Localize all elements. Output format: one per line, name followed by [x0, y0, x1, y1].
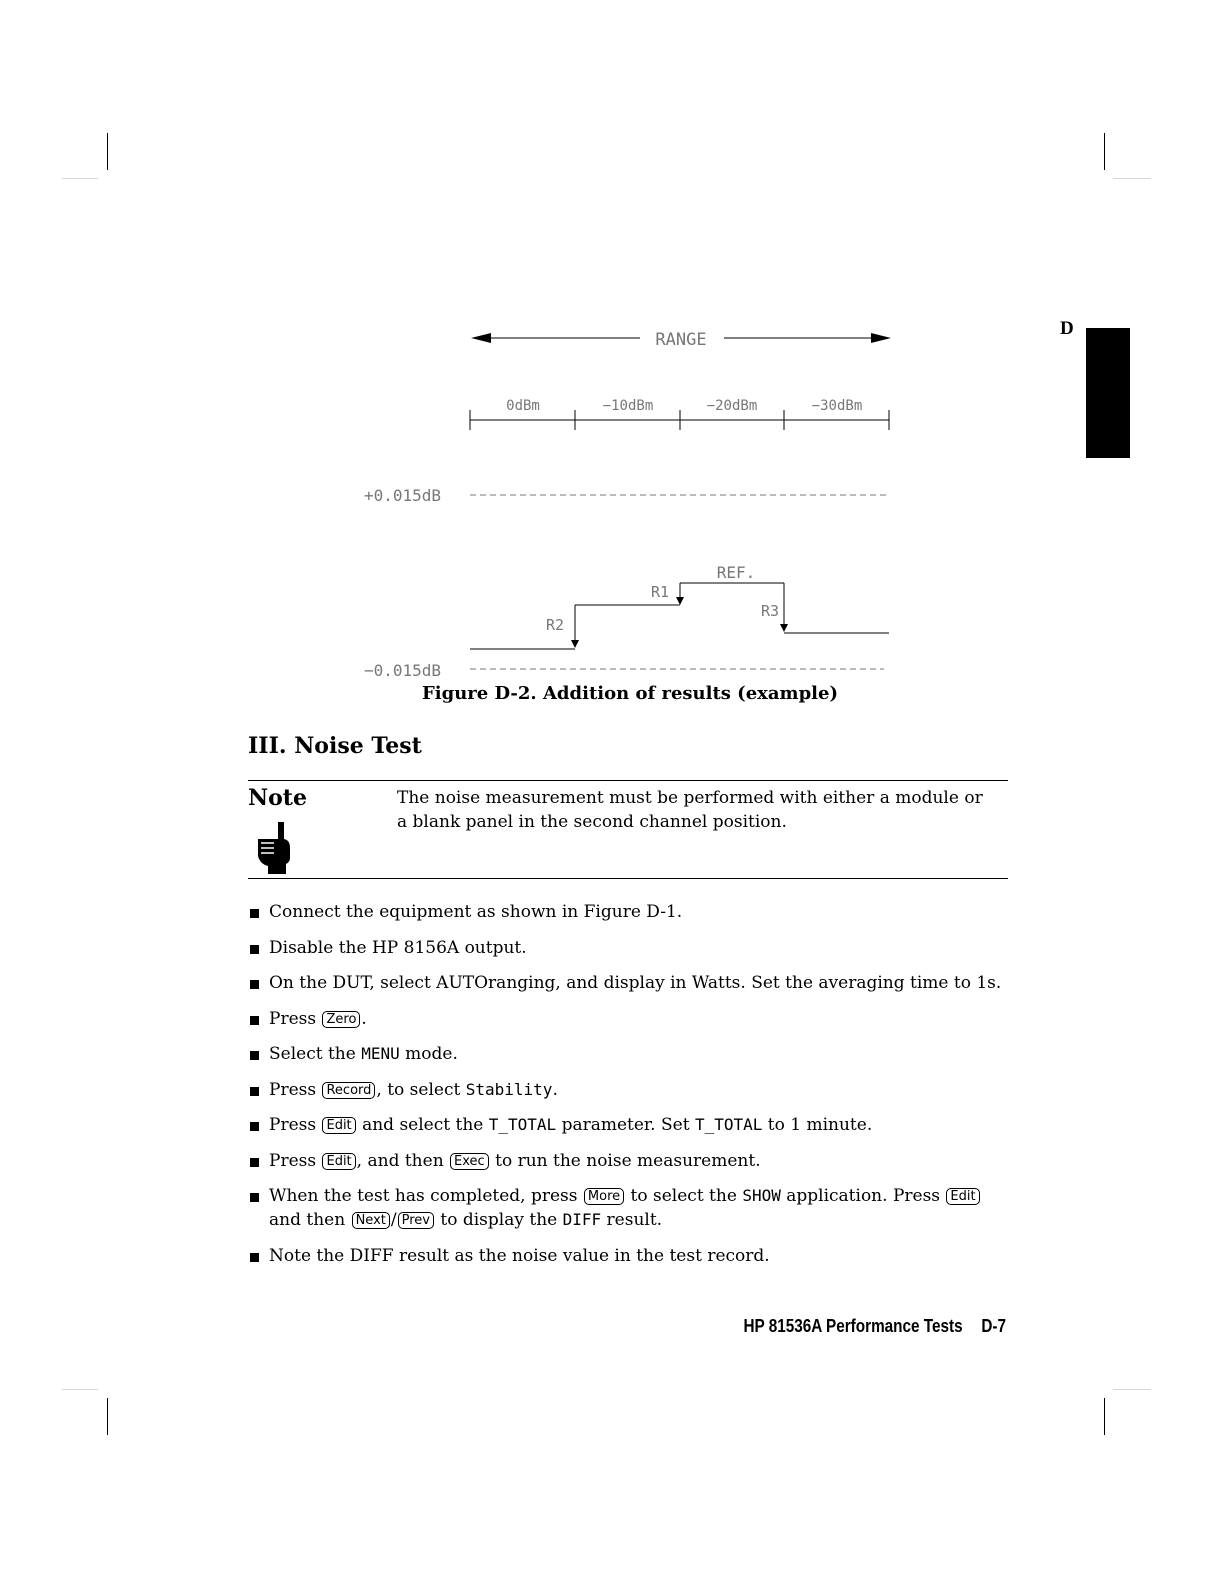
range-label: RANGE	[655, 330, 707, 350]
page-footer	[661, 1316, 1006, 1337]
list-item	[248, 1042, 1008, 1066]
bullet-icon	[250, 1193, 259, 1202]
t-total-code: T_TOTAL	[488, 1115, 557, 1134]
figure-d2	[340, 318, 920, 688]
crop-mark-bottom-left	[107, 1398, 108, 1435]
step-text: Press	[269, 1079, 322, 1100]
step-text: Select the	[269, 1044, 362, 1064]
step-text: Note the DIFF result as the noise value in the test record.	[269, 1245, 770, 1266]
step-text: Press	[269, 1115, 322, 1135]
step-text: .	[361, 1008, 367, 1029]
step-text: to display the	[434, 1210, 563, 1230]
step-text: application. Press	[780, 1186, 946, 1206]
exec-key: Exec	[450, 1153, 489, 1170]
step-text: parameter. Set	[556, 1115, 695, 1135]
step-text: and select the	[356, 1115, 489, 1135]
more-key: More	[584, 1188, 624, 1205]
list-item	[248, 1184, 1008, 1232]
note-label: Note	[248, 785, 307, 811]
note-bottom-rule	[248, 878, 1008, 879]
pointing-hand-icon	[254, 822, 292, 874]
step-text: to run the noise measurement.	[489, 1150, 761, 1171]
r1-label: R1	[650, 583, 670, 601]
crop-line-bottom-right	[1113, 1389, 1151, 1390]
list-item	[248, 1113, 1008, 1137]
range-segment-label: 0dBm	[506, 398, 540, 414]
range-segment-label: −10dBm	[602, 398, 654, 414]
t-total-code: T_TOTAL	[694, 1115, 763, 1134]
bullet-icon	[250, 1158, 259, 1167]
crop-line-top-left	[62, 178, 98, 179]
step-text: When the test has completed, press	[269, 1186, 583, 1206]
menu-mode-code: MENU	[361, 1044, 400, 1063]
step-text: and then	[269, 1210, 351, 1230]
bullet-icon	[250, 1051, 259, 1060]
step-text: , to select	[376, 1079, 466, 1100]
list-item	[248, 1007, 1008, 1031]
step-text: Press	[269, 1008, 322, 1029]
list-item	[248, 936, 1008, 960]
ref-label: REF.	[716, 563, 756, 582]
step-text: , and then	[356, 1150, 450, 1171]
range-segment-label: −30dBm	[811, 398, 863, 414]
section-tab-block	[1086, 328, 1130, 458]
crop-line-bottom-left	[62, 1389, 98, 1390]
lower-limit-label: −0.015dB	[364, 661, 442, 680]
step-text: mode.	[399, 1044, 458, 1064]
upper-limit-label: +0.015dB	[364, 486, 442, 505]
footer-title: HP 81536A Performance Tests	[743, 1316, 963, 1336]
bullet-icon	[250, 909, 259, 918]
step-text: Press	[269, 1150, 322, 1171]
list-item	[248, 1149, 1008, 1173]
step-text: result.	[601, 1210, 663, 1230]
bullet-icon	[250, 1253, 259, 1262]
prev-key: Prev	[398, 1212, 434, 1229]
page-number: D-7	[981, 1316, 1006, 1336]
edit-key: Edit	[322, 1117, 355, 1134]
list-item	[248, 900, 1008, 924]
next-key: Next	[352, 1212, 390, 1229]
section-title: III. Noise Test	[248, 733, 422, 759]
edit-key: Edit	[946, 1188, 979, 1205]
bullet-icon	[250, 1016, 259, 1025]
note-top-rule	[248, 780, 1008, 781]
list-item	[248, 1078, 1008, 1102]
step-text: /	[390, 1210, 397, 1230]
range-arrow-right	[871, 333, 891, 343]
crop-mark-top-right	[1104, 133, 1105, 170]
step-text: .	[552, 1079, 558, 1100]
note-text: The noise measurement must be performed with either a module or a blank panel in the second channel position.	[397, 788, 983, 832]
step-text: Disable the HP 8156A output.	[269, 937, 527, 958]
record-key: Record	[322, 1082, 375, 1099]
zero-key: Zero	[322, 1011, 360, 1028]
range-segment-label: −20dBm	[706, 398, 758, 414]
list-item	[248, 1244, 1008, 1268]
procedure-steps	[248, 900, 1008, 1279]
bullet-icon	[250, 945, 259, 954]
figure-caption: Figure D-2. Addition of results (example)	[422, 683, 838, 704]
crop-mark-bottom-right	[1104, 1398, 1105, 1435]
section-tab-letter: D	[1060, 318, 1074, 339]
step-text: On the DUT, select AUTOranging, and display in Watts. Set the averaging time to 1s.	[269, 973, 1002, 993]
r2-label: R2	[545, 616, 565, 634]
edit-key: Edit	[322, 1153, 355, 1170]
show-code: SHOW	[742, 1186, 781, 1205]
stability-code: Stability	[465, 1079, 553, 1099]
figure-diagram	[340, 318, 920, 688]
bullet-icon	[250, 1087, 259, 1096]
list-item	[248, 971, 1008, 995]
crop-mark-top-left	[107, 133, 108, 170]
range-arrow-left	[471, 333, 491, 343]
diff-code: DIFF	[562, 1210, 602, 1229]
bullet-icon	[250, 980, 259, 989]
step-text: to 1 minute.	[762, 1115, 873, 1135]
bullet-icon	[250, 1122, 259, 1131]
crop-line-top-right	[1113, 178, 1151, 179]
step-text: to select the	[625, 1186, 743, 1206]
r3-label: R3	[760, 602, 780, 620]
step-text: Connect the equipment as shown in Figure D-1.	[269, 902, 683, 922]
